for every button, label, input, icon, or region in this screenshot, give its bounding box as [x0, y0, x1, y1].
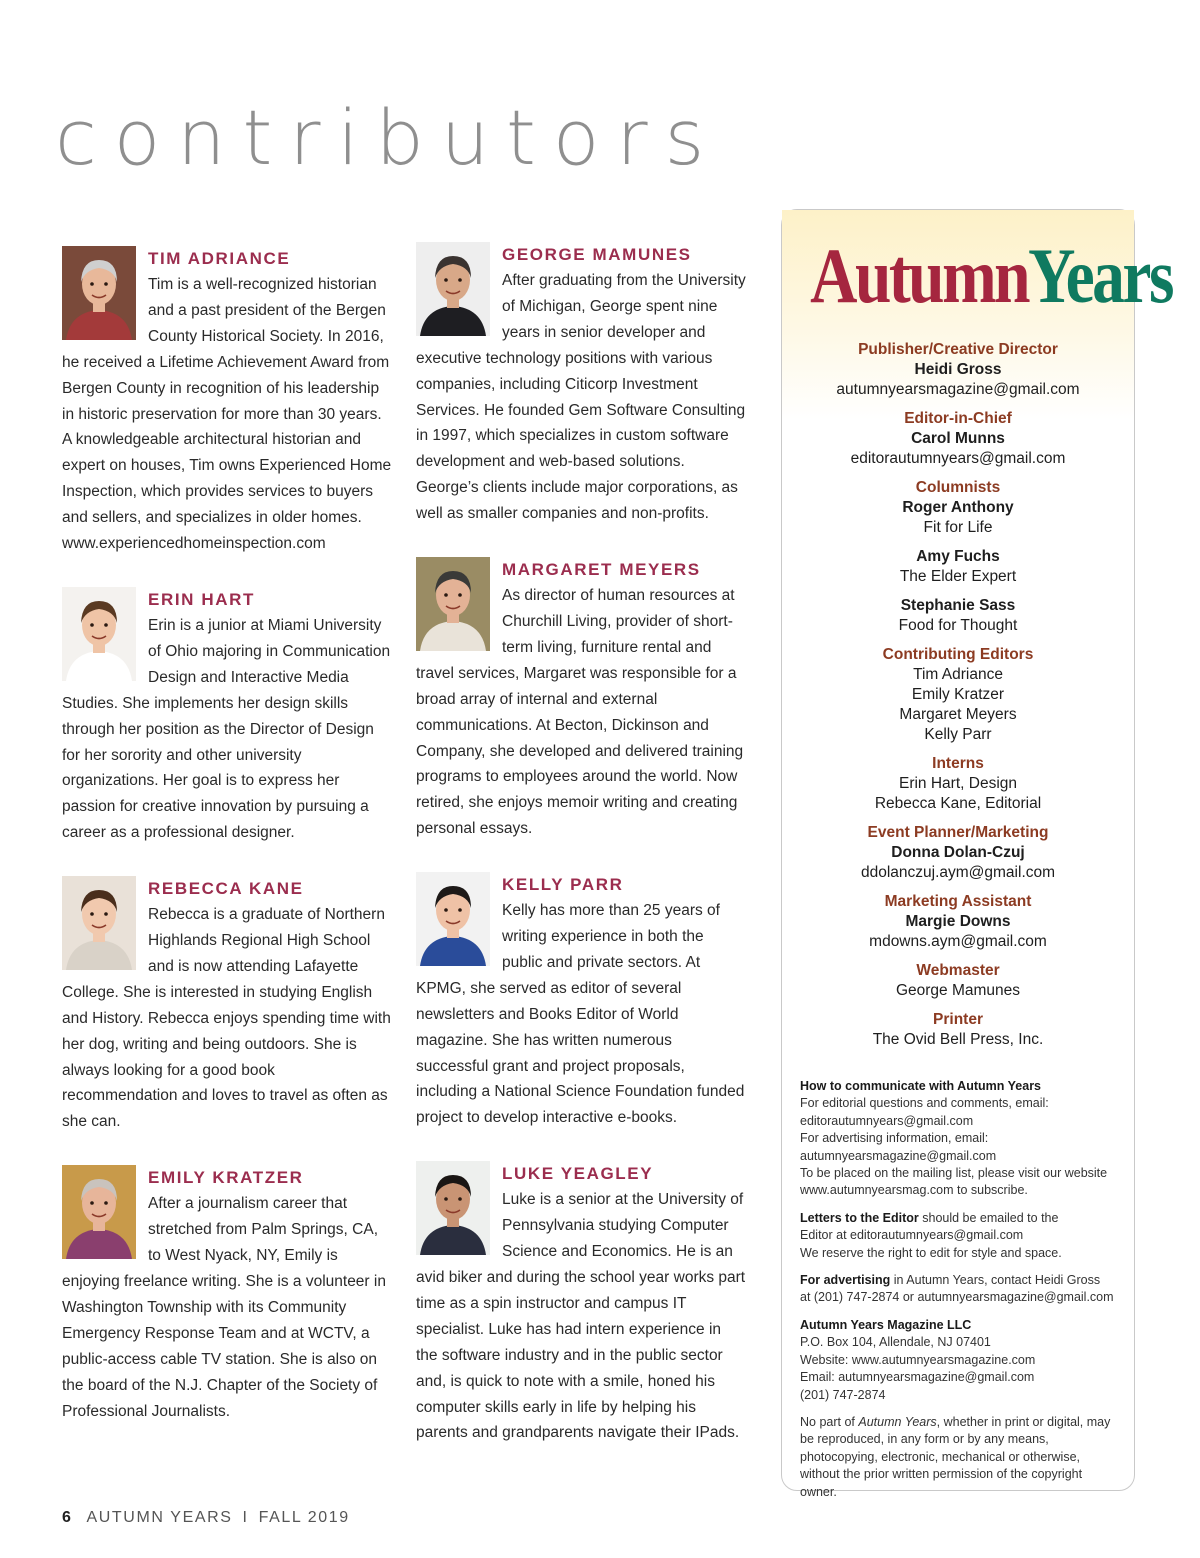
- contact-line: Editor at editorautumnyears@gmail.com: [800, 1228, 1024, 1243]
- masthead-sidebar: [781, 209, 1172, 1499]
- contact-heading: How to communicate with Autumn Years: [800, 1079, 1042, 1093]
- contributor-photo-icon: [416, 1161, 490, 1255]
- masthead-block: [782, 1010, 1134, 1050]
- contact-line: We reserve the right to edit for style and space.: [800, 1245, 1062, 1260]
- contributor-name: GEORGE MAMUNES: [502, 245, 692, 264]
- contributor-bio: [416, 872, 746, 1131]
- page-footer: [62, 1508, 350, 1528]
- masthead-line: Margaret Meyers: [899, 706, 1017, 723]
- contact-line: Email: autumnyearsmagazine@gmail.com: [800, 1370, 1035, 1385]
- contributor-photo-icon: [62, 1165, 136, 1259]
- masthead-line: Tim Adriance: [913, 666, 1003, 683]
- contributor-name: EMILY KRATZER: [148, 1168, 304, 1188]
- contact-heading-text: in Autumn Years, contact Heidi Gross: [890, 1273, 1101, 1288]
- masthead-block: [782, 547, 1134, 587]
- footer-issue: FALL 2019: [258, 1509, 350, 1526]
- masthead-line: Emily Kratzer: [911, 686, 1005, 703]
- bio-paragraph: After graduating from the University of Michigan, George spent nine years in senior developer and executive technology positions with various companies, including Citicorp Investment Services. He founded Gem Software Consulting in 1997, which specializes in custom software development and web-based solutions. George’s clients include major corporations, as well as smaller companies and non-profits.: [416, 272, 746, 523]
- masthead-line: The Elder Expert: [899, 568, 1017, 585]
- contact-paragraph: [800, 1317, 1120, 1404]
- contact-line: Website: www.autumnyearsmagazine.com: [800, 1352, 1036, 1367]
- contributors-column-right: [416, 242, 746, 1476]
- masthead-role: Event Planner/Marketing: [867, 824, 1049, 841]
- autumn-years-logo: [810, 232, 1172, 319]
- contributor-bio: [416, 1161, 746, 1446]
- masthead-block: [782, 596, 1134, 636]
- contact-heading: For advertising: [800, 1273, 891, 1288]
- masthead-line: editorautumnyears@gmail.com: [850, 450, 1066, 467]
- contact-info: [800, 1078, 1120, 1501]
- masthead-line: George Mamunes: [895, 982, 1021, 999]
- masthead-block: [782, 409, 1134, 469]
- masthead-block: [782, 478, 1134, 538]
- bio-paragraph: Rebecca is a graduate of Northern Highlands Regional High School and is now attending Lafayette College. She is interested in studying English and History. Rebecca enjoys spending time with her dog, writing and being outdoors. She is always looking for a good book recommendation and loves to travel as often as she can.: [62, 906, 391, 1131]
- contact-line: For advertising information, email:: [800, 1131, 989, 1146]
- footer-publication: AUTUMN YEARS: [86, 1509, 233, 1526]
- contact-line: editorautumnyears@gmail.com: [800, 1113, 974, 1128]
- page-title: contributors: [55, 93, 722, 182]
- contact-heading: Autumn Years Magazine LLC: [800, 1317, 972, 1332]
- contact-heading-text: should be emailed to the: [918, 1210, 1059, 1225]
- copyright-italic: Autumn Years: [858, 1414, 937, 1429]
- contributor-photo-icon: [416, 872, 490, 966]
- masthead-role: Webmaster: [916, 962, 1000, 979]
- bio-paragraph: After a journalism career that stretched from Palm Springs, CA, to West Nyack, NY, Emily is enjoying freelance writing. She is a volunteer in Washington Township with its Community Emergency Response Team and at WCTV, a public-access cable TV station. She is also on the board of the N.J. Chapter of the Society of Professional Journalists.: [62, 1195, 386, 1420]
- contact-line: www.autumnyearsmag.com to subscribe.: [800, 1183, 1028, 1198]
- bio-paragraph: As director of human resources at Churchill Living, provider of short-term living, furniture rental and travel services, Margaret was responsible for a broad array of internal and external communications. At Becton, Dickinson and Company, she developed and delivered training programs to employees around the world. Now retired, she enjoys memoir writing and creating personal essays.: [416, 587, 744, 838]
- masthead-line: Food for Thought: [898, 617, 1018, 634]
- contributor-bio: [62, 587, 392, 846]
- contact-paragraph: [800, 1210, 1120, 1262]
- contact-heading: Letters to the Editor: [800, 1210, 919, 1225]
- masthead-role: Editor-in-Chief: [904, 410, 1012, 427]
- masthead-block: [782, 961, 1134, 1001]
- masthead-role: Interns: [932, 755, 984, 772]
- bio-paragraph: A knowledgeable architectural historian and expert on houses, Tim owns Experienced Home Inspection, which provides services to buyers and sellers, and specializes in older homes.: [62, 431, 392, 527]
- contributor-name: ERIN HART: [148, 589, 255, 609]
- contact-line: (201) 747-2874: [800, 1387, 886, 1402]
- bio-paragraph: Kelly has more than 25 years of writing experience in both the public and private sectors. At KPMG, she served as editor of several newsletters and Books Editor of World magazine. She has written numerous successful grant and project proposals, including a National Science Foundation funded project to develop interactive e-books.: [416, 902, 745, 1127]
- contributor-photo-icon: [416, 242, 490, 336]
- masthead-role: Contributing Editors: [882, 646, 1034, 663]
- masthead-line: mdowns.aym@gmail.com: [869, 933, 1047, 950]
- masthead-block: [782, 340, 1134, 400]
- contributor-bio: [416, 557, 746, 842]
- bio-paragraph: Erin is a junior at Miami University of Ohio majoring in Communication Design and Interactive Media Studies. She implements her design skills through her position as the Director of Design for her sorority and other university organizations. Her goal is to express her passion for creative innovation by pursuing a career as a professional designer.: [62, 616, 391, 842]
- masthead-role: Printer: [933, 1011, 983, 1028]
- contributor-photo-icon: [416, 557, 490, 651]
- contact-line: autumnyearsmagazine@gmail.com: [800, 1148, 997, 1163]
- masthead-role: Publisher/Creative Director: [858, 341, 1058, 358]
- masthead-list: [782, 340, 1134, 1050]
- masthead-role: Marketing Assistant: [884, 893, 1032, 910]
- masthead-line: Erin Hart, Design: [898, 775, 1017, 792]
- contact-line: at (201) 747-2874 or autumnyearsmagazine@gmail.com: [800, 1290, 1114, 1305]
- contributor-name: MARGARET MEYERS: [502, 560, 701, 580]
- masthead-block: [782, 754, 1134, 814]
- contributor-bio: [62, 876, 392, 1135]
- logo-word-years: Years: [1028, 232, 1172, 319]
- copyright-pre: No part of: [800, 1414, 859, 1429]
- bio-paragraph: Luke is a senior at the University of Pennsylvania studying Computer Science and Economics. He is an avid biker and during the school year works part time as a spin instructor and campus IT specialist. Luke has had intern experience in the software industry and in the public sector and, is quick to note with a smile, honed his computer skills early in life by helping his parents and grandparents navigate their IPads.: [416, 1191, 746, 1442]
- masthead-line: Amy Fuchs: [916, 548, 1000, 565]
- contributor-photo-icon: [62, 587, 136, 681]
- masthead-line: Carol Munns: [911, 430, 1005, 447]
- masthead-line: ddolanczuj.aym@gmail.com: [860, 864, 1056, 881]
- masthead-block: [782, 892, 1134, 952]
- masthead-line: Fit for Life: [923, 519, 993, 536]
- contributor-name: KELLY PARR: [502, 875, 624, 895]
- footer-separator: I: [242, 1509, 249, 1526]
- contact-line: To be placed on the mailing list, please visit our website: [800, 1166, 1108, 1181]
- masthead-line: Margie Downs: [905, 913, 1011, 930]
- contributor-website-link[interactable]: www.experiencedhomeinspection.com: [62, 535, 326, 553]
- masthead-line: Rebecca Kane, Editorial: [874, 795, 1042, 812]
- masthead-line: Kelly Parr: [924, 726, 992, 743]
- copyright-notice: [800, 1414, 1120, 1501]
- contributor-name: LUKE YEAGLEY: [502, 1164, 654, 1184]
- contributor-bio: [416, 242, 746, 527]
- masthead-line: autumnyearsmagazine@gmail.com: [836, 381, 1080, 398]
- contributor-bio: [62, 1165, 392, 1424]
- masthead-block: [782, 645, 1134, 745]
- contributor-name: TIM ADRIANCE: [148, 249, 291, 268]
- copyright-post: , whether in print or digital, may be reproduced, in any form or by any means, photocopying, electronic, mechanical or otherwise, without the prior written permission of the copyright owner.: [800, 1414, 1111, 1499]
- masthead-line: Stephanie Sass: [900, 597, 1016, 614]
- contributor-photo-icon: [62, 246, 136, 340]
- contact-line: For editorial questions and comments, email:: [800, 1096, 1049, 1111]
- masthead-block: [782, 823, 1134, 883]
- masthead-role: Columnists: [915, 479, 1001, 496]
- contact-line: P.O. Box 104, Allendale, NJ 07401: [800, 1335, 991, 1350]
- masthead-line: Heidi Gross: [914, 361, 1002, 378]
- contact-paragraph: [800, 1078, 1120, 1200]
- page-number: 6: [62, 1509, 73, 1526]
- contact-paragraph: [800, 1272, 1120, 1307]
- masthead-line: Donna Dolan-Czuj: [891, 844, 1025, 861]
- masthead-line: Roger Anthony: [902, 499, 1014, 516]
- contributor-name: REBECCA KANE: [148, 879, 304, 899]
- masthead-line: The Ovid Bell Press, Inc.: [872, 1031, 1044, 1048]
- contributors-column-left: [62, 246, 392, 1454]
- contributor-photo-icon: [62, 876, 136, 970]
- logo-word-autumn: Autumn: [810, 232, 1029, 319]
- contributor-bio: [62, 246, 392, 557]
- bio-paragraph: Tim is a well-recognized historian and a past president of the Bergen County Historical Society. In 2016, he received a Lifetime Achievement Award from Bergen County in recognition of his leadership in historic preservation for more than 30 years.: [62, 276, 390, 423]
